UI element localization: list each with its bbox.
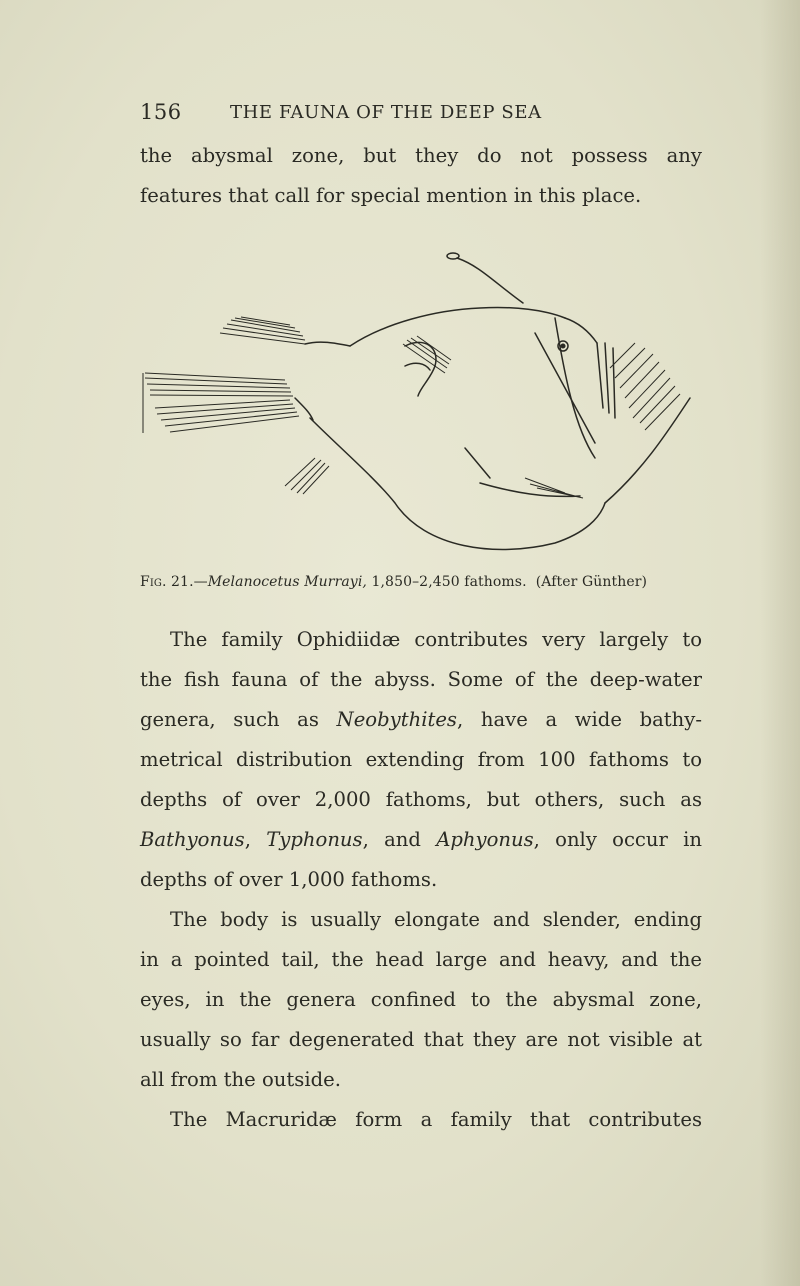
tail-peduncle-upper	[305, 342, 350, 346]
paragraph-macruridae	[140, 1100, 702, 1140]
text-fragment: , only occur in	[533, 828, 703, 851]
running-title: THE FAUNA OF THE DEEP SEA	[230, 102, 542, 123]
text-line: The body is usually elongate and slender, ending	[170, 908, 702, 931]
text-line: metrical distribution extending from 100 fathoms to	[140, 748, 702, 771]
head-outline	[565, 318, 597, 343]
text-line: depths of over 1,000 fathoms.	[140, 868, 438, 891]
text-line: The Macruridæ form a family that contributes	[170, 1108, 702, 1131]
text-line: usually so far degenerated that they are not visible at	[140, 1028, 702, 1051]
paragraph-ophidiidae	[140, 620, 702, 900]
genus-name: Aphyonus	[436, 828, 534, 851]
caption-dash: —	[193, 574, 208, 590]
preopercle-line	[555, 318, 595, 458]
paragraph-body-description	[140, 900, 702, 1100]
pectoral-fin	[405, 342, 436, 396]
text-fragment: , and	[362, 828, 437, 851]
lower-jaw	[605, 398, 690, 503]
eye-pupil	[561, 344, 565, 348]
text-line: all from the outside.	[140, 1068, 341, 1091]
text-line: features that call for special mention in this place.	[140, 184, 642, 207]
dorsal-outline	[350, 307, 565, 346]
figure-credit: (After Günther)	[535, 574, 648, 590]
figure-caption	[140, 574, 780, 590]
text-line: The family Ophidiidæ contributes very largely to	[170, 628, 702, 651]
text-line: in a pointed tail, the head large and heavy, and the	[140, 948, 702, 971]
genus-name: Typhonus	[266, 828, 363, 851]
text-line	[140, 700, 702, 740]
fish-illustration	[135, 248, 695, 558]
genus-name: Neobythites	[336, 708, 457, 731]
intro-paragraph	[140, 136, 702, 216]
depth-range: 1,850–2,450 fathoms.	[366, 574, 527, 590]
text-fragment: , have a wide bathy-	[456, 708, 702, 731]
text-fragment: genera, such as	[140, 708, 337, 731]
page-edge-shadow	[760, 0, 800, 1286]
tail-peduncle-lower	[295, 398, 313, 420]
text-line: depths of over 2,000 fathoms, but others, such as	[140, 788, 702, 811]
pectoral-base	[465, 448, 490, 478]
text-line: the fish fauna of the abyss. Some of the deep-water	[140, 668, 702, 691]
illicium	[457, 258, 523, 303]
page-number: 156	[140, 100, 182, 124]
text-line: eyes, in the genera confined to the abysmal zone,	[140, 988, 702, 1011]
genus-name: Bathyonus	[140, 828, 245, 851]
text-fragment: ,	[244, 828, 267, 851]
running-head	[140, 96, 700, 126]
esca	[447, 253, 459, 259]
gape-line	[535, 333, 595, 443]
text-line	[140, 820, 702, 860]
ventral-outline	[310, 418, 605, 550]
figure-label: Fig. 21.	[140, 574, 194, 590]
species-name: Melanocetus Murrayi,	[207, 574, 367, 590]
text-line: the abysmal zone, but they do not possess any	[140, 144, 702, 167]
